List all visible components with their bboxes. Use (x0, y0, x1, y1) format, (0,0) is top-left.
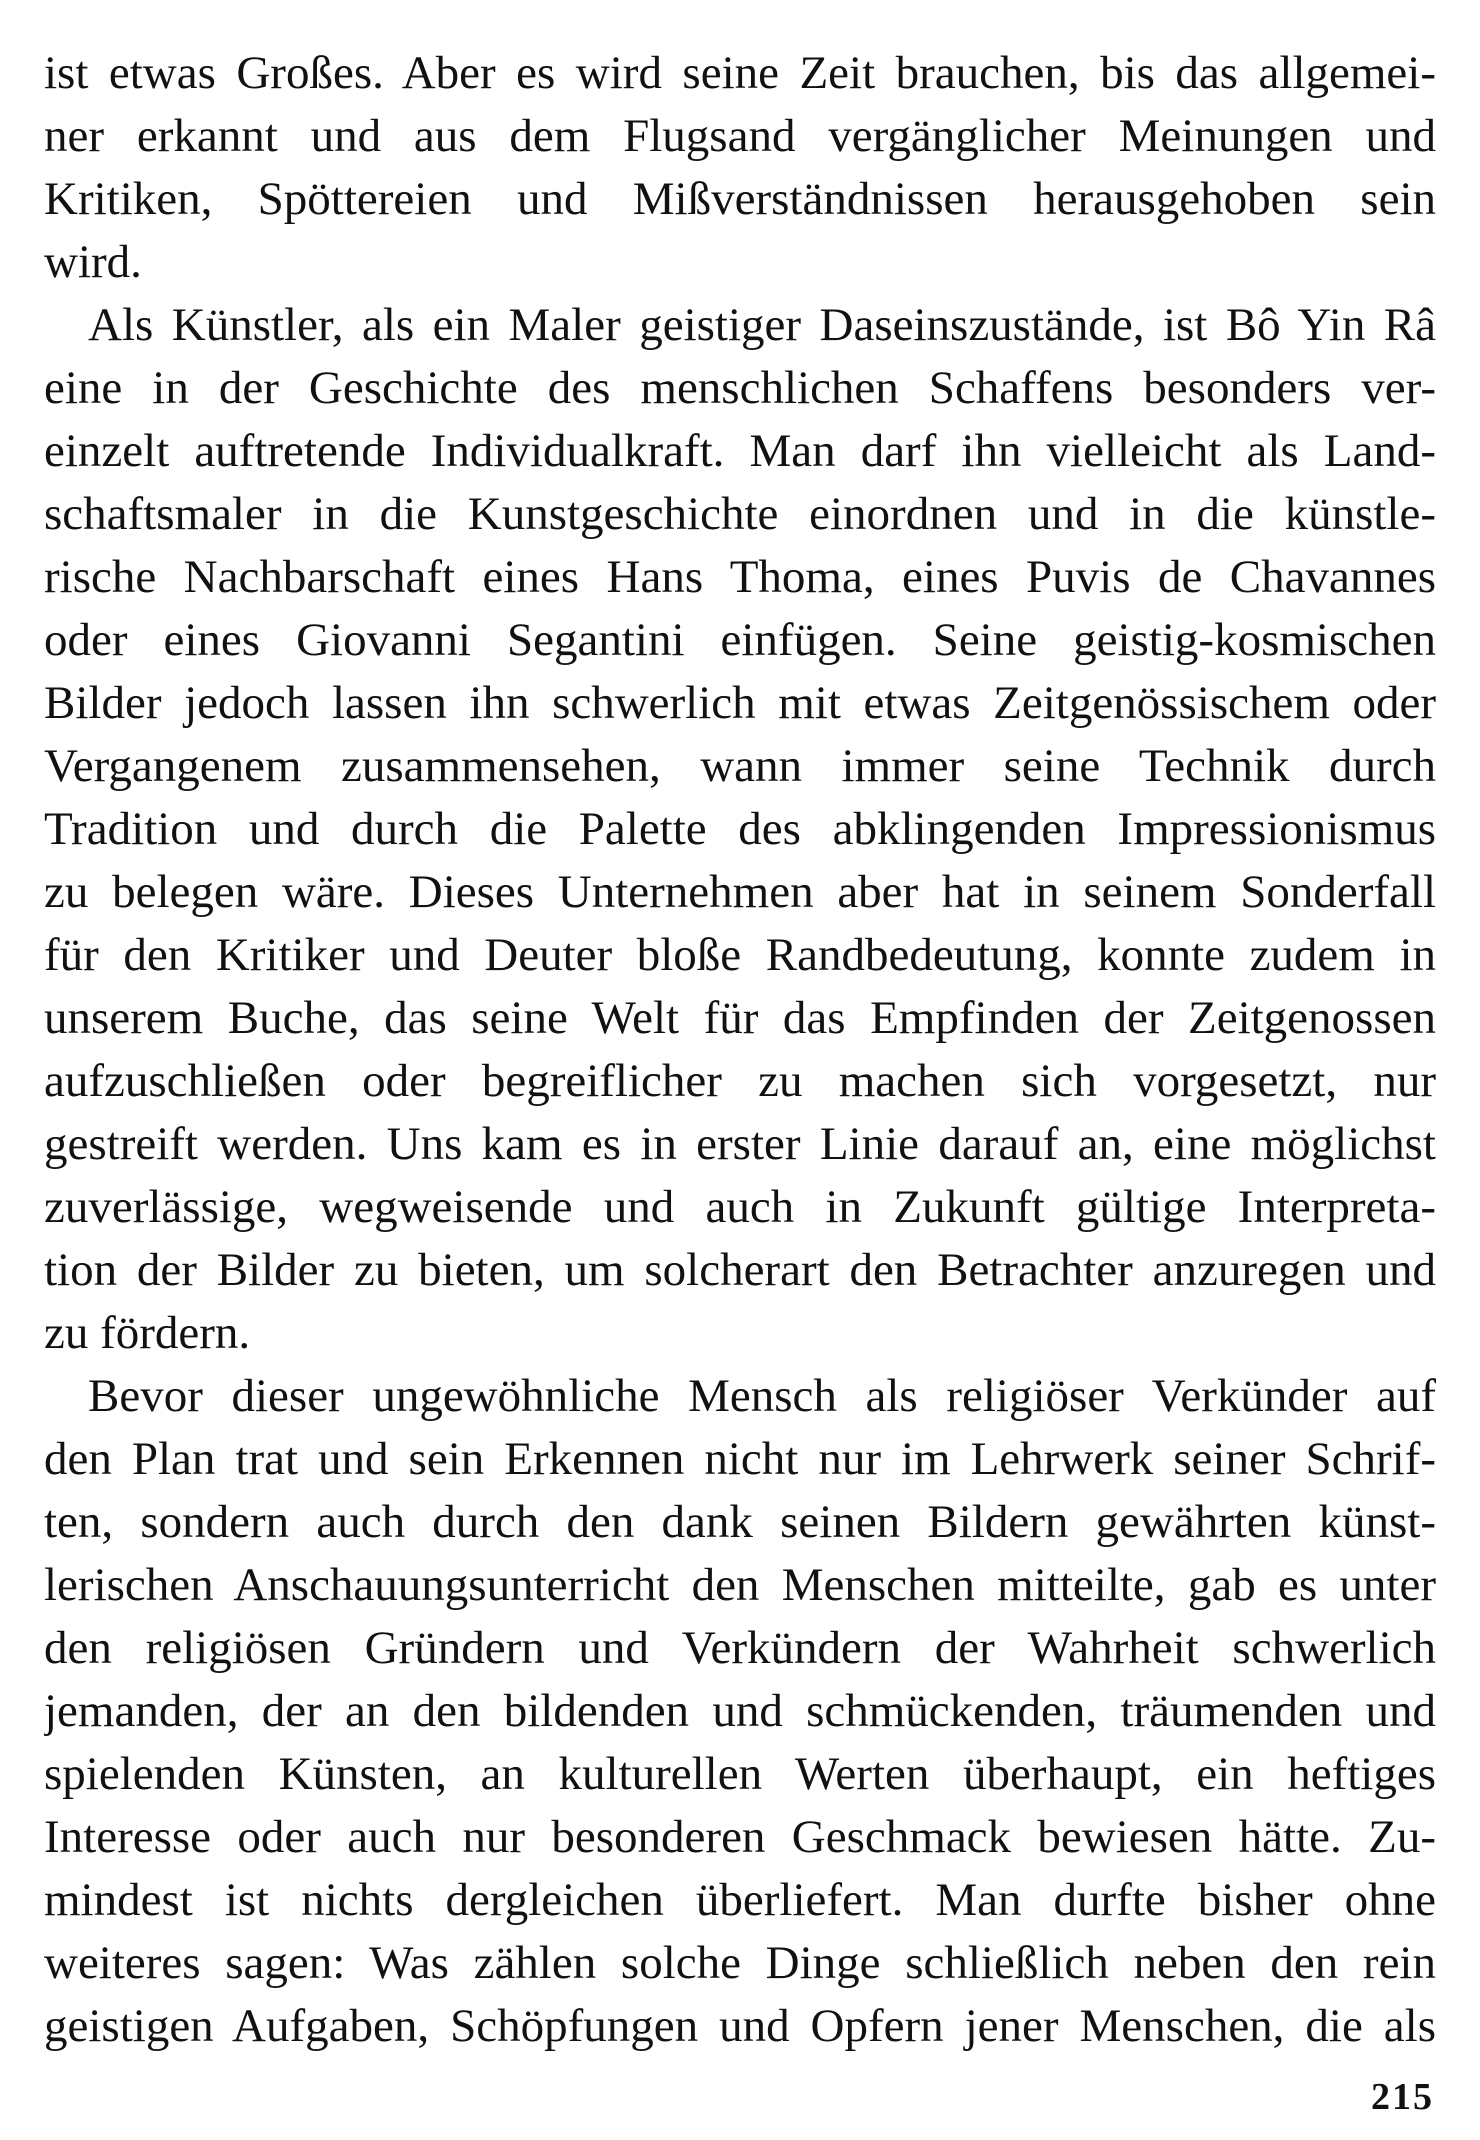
paragraph-1 (44, 42, 1436, 294)
text-line: den Plan trat und sein Erkennen nicht nur im Lehrwerk seiner Schrif- (44, 1433, 1436, 1485)
text-line: geistigen Aufgaben, Schöpfungen und Opfern jener Menschen, die als (44, 2000, 1436, 2052)
text-line: Vergangenem zusammensehen, wann immer seine Technik durch (44, 740, 1436, 792)
text-line: schaftsmaler in die Kunstgeschichte einordnen und in die künstle- (44, 488, 1436, 540)
text-line: Tradition und durch die Palette des abklingenden Impressionismus (44, 803, 1436, 855)
text-line: eine in der Geschichte des menschlichen Schaffens besonders ver- (44, 362, 1436, 414)
text-line: rische Nachbarschaft eines Hans Thoma, eines Puvis de Chavannes (44, 551, 1436, 603)
text-line: für den Kritiker und Deuter bloße Randbedeutung, konnte zudem in (44, 929, 1436, 981)
text-line: Bevor dieser ungewöhnliche Mensch als religiöser Verkünder auf (88, 1370, 1436, 1422)
text-line: jemanden, der an den bildenden und schmückenden, träumenden und (44, 1685, 1436, 1737)
text-line: tion der Bilder zu bieten, um solcherart den Betrachter anzuregen und (44, 1244, 1436, 1296)
text-line: lerischen Anschauungsunterricht den Menschen mitteilte, gab es unter (44, 1559, 1436, 1611)
text-line: zuverlässige, wegweisende und auch in Zukunft gültige Interpreta- (44, 1181, 1436, 1233)
page-number: 215 (1371, 2076, 1434, 2118)
text-line: aufzuschließen oder begreiflicher zu machen sich vorgesetzt, nur (44, 1055, 1436, 1107)
text-line: Als Künstler, als ein Maler geistiger Daseinszustände, ist Bô Yin Râ (88, 299, 1436, 351)
text-line: Kritiken, Spöttereien und Mißverständnissen herausgehoben sein (44, 173, 1436, 225)
text-line: gestreift werden. Uns kam es in erster Linie darauf an, eine möglichst (44, 1118, 1436, 1170)
paragraph-2 (44, 294, 1436, 1365)
paragraph-3 (44, 1365, 1436, 2058)
text-line: einzelt auftretende Individualkraft. Man darf ihn vielleicht als Land- (44, 425, 1436, 477)
text-line: ner erkannt und aus dem Flugsand vergänglicher Meinungen und (44, 110, 1436, 162)
text-line: oder eines Giovanni Segantini einfügen. Seine geistig-kosmischen (44, 614, 1436, 666)
text-line: mindest ist nichts dergleichen überliefert. Man durfte bisher ohne (44, 1874, 1436, 1926)
text-line: weiteres sagen: Was zählen solche Dinge schließlich neben den rein (44, 1937, 1436, 1989)
text-line: spielenden Künsten, an kulturellen Werten überhaupt, ein heftiges (44, 1748, 1436, 1800)
text-line: zu belegen wäre. Dieses Unternehmen aber hat in seinem Sonderfall (44, 866, 1436, 918)
text-line: wird. (44, 236, 142, 288)
body-text (44, 42, 1436, 2058)
text-line: Interesse oder auch nur besonderen Geschmack bewiesen hätte. Zu- (44, 1811, 1436, 1863)
text-line: ten, sondern auch durch den dank seinen Bildern gewährten künst- (44, 1496, 1436, 1548)
text-line: Bilder jedoch lassen ihn schwerlich mit etwas Zeitgenössischem oder (44, 677, 1436, 729)
text-line: zu fördern. (44, 1307, 251, 1359)
text-line: den religiösen Gründern und Verkündern der Wahrheit schwerlich (44, 1622, 1436, 1674)
text-line: unserem Buche, das seine Welt für das Empfinden der Zeitgenossen (44, 992, 1436, 1044)
text-line: ist etwas Großes. Aber es wird seine Zeit brauchen, bis das allgemei- (44, 47, 1436, 99)
